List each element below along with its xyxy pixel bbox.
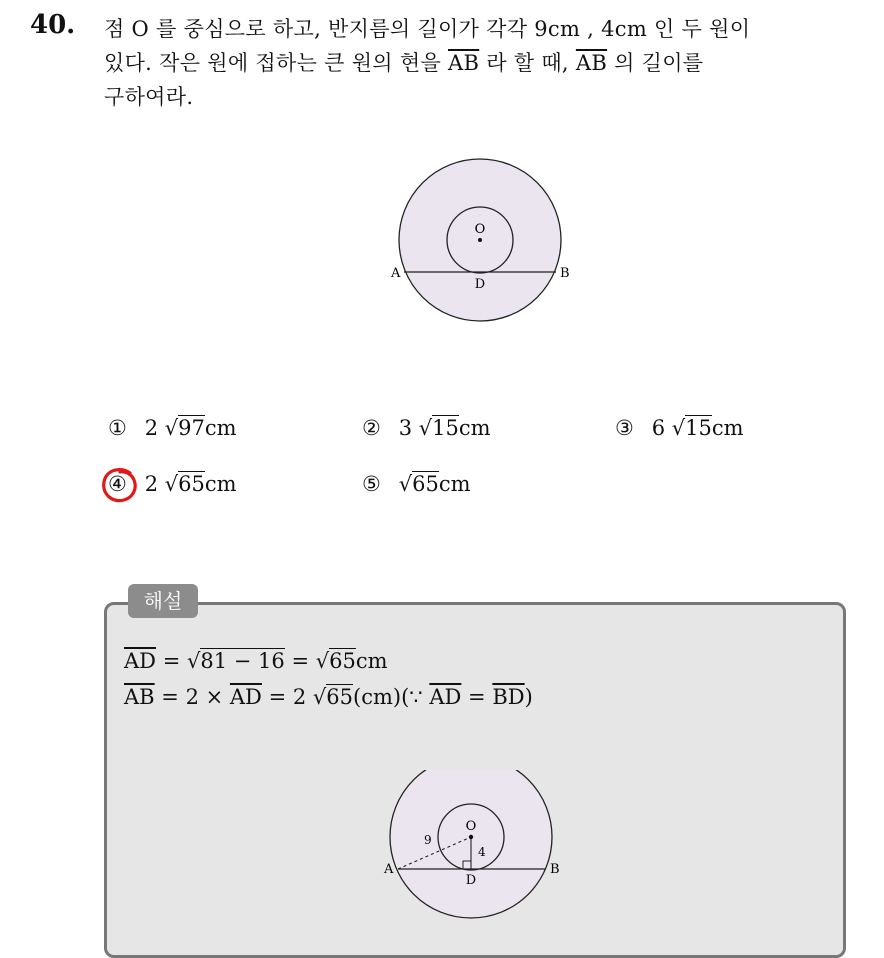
choice-5[interactable]: ⑤ √65cm bbox=[362, 472, 471, 496]
question-line-1: 점 O 를 중심으로 하고, 반지름의 길이가 각각 9cm , 4cm 인 두 원이 bbox=[104, 17, 751, 41]
question-text bbox=[104, 12, 864, 114]
label-o: O bbox=[474, 222, 486, 237]
label-d: D bbox=[465, 873, 477, 888]
choice-4[interactable]: ④ 2 √65cm bbox=[108, 472, 237, 496]
label-b: B bbox=[560, 266, 570, 281]
choice-1[interactable]: ① 2 √97cm bbox=[108, 416, 237, 440]
segment-ab: $\overline{AB}$ bbox=[575, 51, 608, 75]
question-number: 40. bbox=[30, 10, 76, 40]
label-four: 4 bbox=[478, 845, 486, 859]
segment-ab: $\overline{AB}$ bbox=[448, 51, 480, 75]
center-point bbox=[478, 238, 482, 242]
center-point bbox=[469, 835, 473, 839]
label-nine: 9 bbox=[424, 833, 432, 847]
choice-3[interactable]: ③ 6 √15cm bbox=[615, 416, 744, 440]
concentric-circles-figure bbox=[380, 150, 580, 330]
question-line-3: 구하여라. bbox=[104, 85, 194, 109]
answer-circle-mark bbox=[100, 465, 140, 505]
label-a: A bbox=[384, 862, 394, 877]
solution-tag: 해설 bbox=[128, 584, 198, 618]
label-d: D bbox=[474, 277, 486, 292]
label-o: O bbox=[465, 819, 477, 834]
choice-2[interactable]: ② 3 √15cm bbox=[362, 416, 491, 440]
question-line-2: 있다. 작은 원에 접하는 큰 원의 현을 $\overline{AB}$ 라 할 때, $\overline{AB}$ 의 길이를 bbox=[104, 51, 704, 75]
solution-line-1: $\overline{AD} = √81 - 16 = √65cm$ bbox=[124, 649, 388, 673]
solution-figure bbox=[380, 770, 570, 950]
solution-line-2: $\overline{AB} = 2 \times \overline{AD} = 2$ √65(cm)(∵ $\overline{AD} = \overline{BD}$) bbox=[124, 685, 533, 709]
label-b: B bbox=[550, 862, 560, 877]
label-a: A bbox=[391, 266, 401, 281]
